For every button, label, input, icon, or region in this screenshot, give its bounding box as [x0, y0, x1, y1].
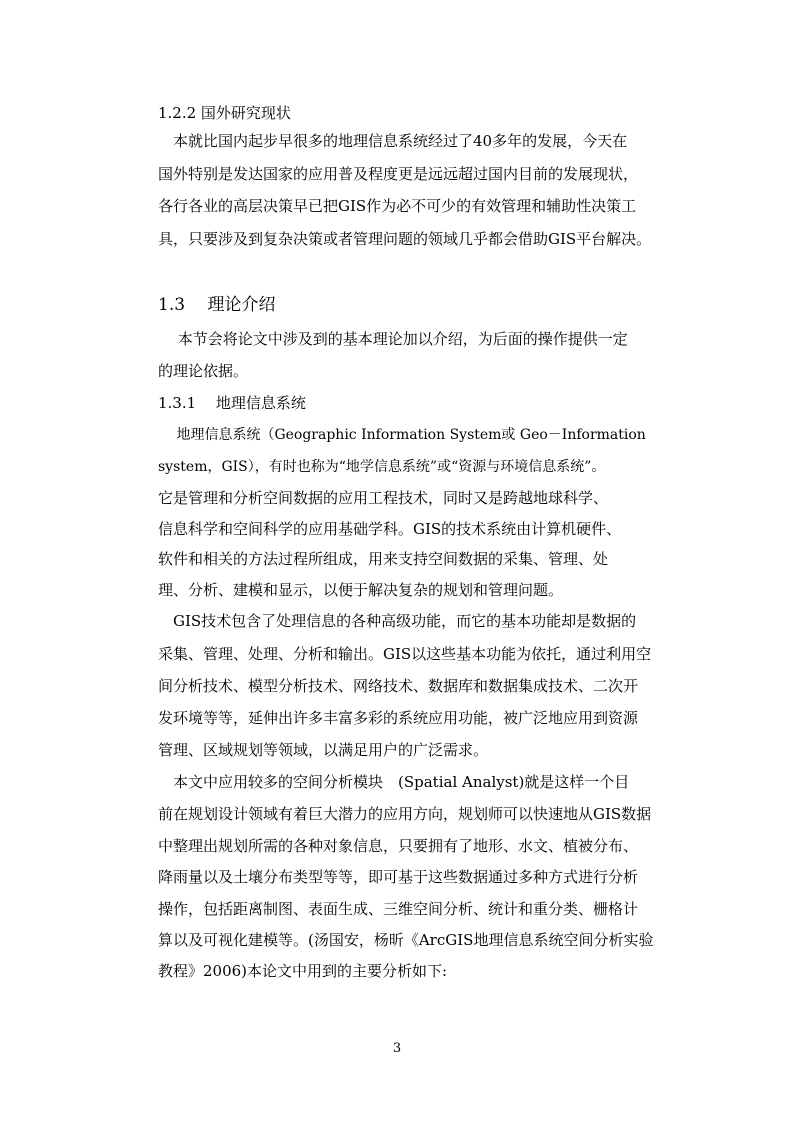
paragraph-line: 管理、区域规划等领域，以满足用户的广泛需求。: [158, 741, 489, 759]
heading-1-3-1: 1.3.1 地理信息系统: [158, 394, 306, 412]
paragraph-line: 本就比国内起步早很多的地理信息系统经过了40多年的发展，今天在: [158, 132, 628, 150]
heading-1-3: 1.3 理论介绍: [158, 295, 276, 315]
paragraph-line: 中整理出规划所需的各种对象信息，只要拥有了地形、水文、植被分布、: [158, 837, 639, 855]
paragraph-line: 发环境等等，延伸出许多丰富多彩的系统应用功能，被广泛地应用到资源: [158, 709, 639, 727]
paragraph-line: 算以及可视化建模等。(汤国安，杨昕《ArcGIS地理信息系统空间分析实验: [158, 931, 654, 949]
paragraph-line: 间分析技术、模型分析技术、网络技术、数据库和数据集成技术、二次开: [158, 677, 639, 695]
paragraph-line: 本节会将论文中涉及到的基本理论加以介绍，为后面的操作提供一定: [158, 330, 628, 348]
paragraph-line: system，GIS），有时也称为“地学信息系统”或“资源与环境信息系统”。: [158, 459, 606, 475]
paragraph-line: 理、分析、建模和显示，以便于解决复杂的规划和管理问题。: [158, 581, 564, 599]
paragraph-line: 信息科学和空间科学的应用基础学科。GIS的技术系统由计算机硬件、: [158, 520, 622, 538]
paragraph-line: 采集、管理、处理、分析和输出。GIS以这些基本功能为依托，通过利用空: [158, 645, 652, 663]
heading-1-2-2: 1.2.2 国外研究现状: [158, 104, 291, 122]
paragraph-line: 它是管理和分析空间数据的应用工程技术，同时又是跨越地球科学、: [158, 489, 609, 507]
paragraph-line: 地理信息系统（Geographic Information System或 Geo－Information: [158, 427, 646, 443]
paragraph-line: 各行各业的高层决策早已把GIS作为必不可少的有效管理和辅助性决策工: [158, 197, 637, 215]
paragraph-line: 降雨量以及土壤分布类型等等，即可基于这些数据通过多种方式进行分析: [158, 868, 639, 886]
paragraph-line: 本文中应用较多的空间分析模块 (Spatial Analyst)就是这样一个目: [158, 773, 630, 791]
paragraph-line: 具，只要涉及到复杂决策或者管理问题的领域几乎都会借助GIS平台解决。: [158, 230, 652, 248]
paragraph-line: GIS技术包含了处理信息的各种高级功能，而它的基本功能却是数据的: [158, 612, 637, 630]
page-number: 3: [392, 1041, 402, 1056]
paragraph-line: 软件和相关的方法过程所组成，用来支持空间数据的采集、管理、处: [158, 550, 609, 568]
paragraph-line: 的理论依据。: [158, 362, 249, 380]
paragraph-line: 教程》2006)本论文中用到的主要分析如下:: [158, 962, 448, 980]
paragraph-line: 操作，包括距离制图、表面生成、三维空间分析、统计和重分类、栅格计: [158, 900, 639, 918]
paragraph-line: 前在规划设计领域有着巨大潜力的应用方向，规划师可以快速地从GIS数据: [158, 805, 652, 823]
paragraph-line: 国外特别是发达国家的应用普及程度更是远远超过国内目前的发展现状，: [158, 165, 639, 183]
